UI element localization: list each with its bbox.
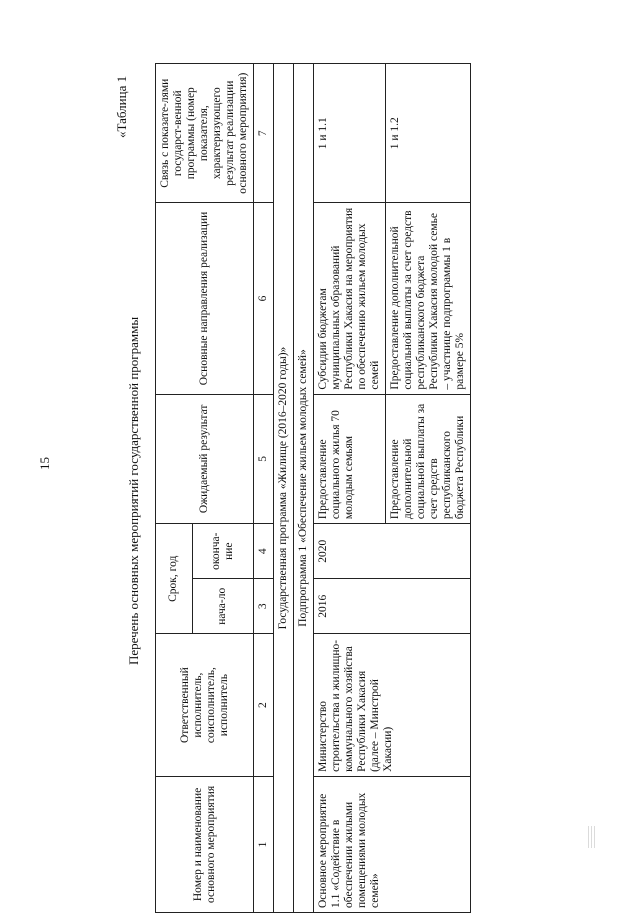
document-title: Перечень основных мероприятий государственной программы [126, 316, 141, 665]
page-number: 15 [37, 457, 52, 470]
subprogram-title: Подпрограмма 1 «Обеспечение жильем молодых семей» [294, 64, 314, 913]
measure-executor: Министерство строительства и жилищно-коммунального хозяйства Республики Хакасия (далее – Минстрой Хакасии) [314, 634, 471, 777]
column-number: 4 [254, 524, 274, 579]
table-row [314, 64, 386, 913]
measure-name: Основное мероприятие 1.1 «Содействие в обеспечении жилыми помещениями молодых семей» [314, 776, 471, 912]
column-number: 2 [254, 634, 274, 777]
measure-direction: Субсидии бюджетам муниципальных образований Республики Хакасия на мероприятия по обеспечению жильем молодых семей [314, 203, 386, 394]
measures-table-wrapper [155, 63, 575, 913]
program-title: Государственная программа «Жилище (2016–2020 годы)» [274, 64, 294, 913]
measure-indicator-link: 1 и 1.1 [314, 64, 386, 203]
header-col6: Основные направления реализации [156, 203, 254, 394]
header-start: нача-ло [192, 579, 253, 634]
header-end: оконча-ние [192, 524, 253, 579]
table-label: «Таблица 1 [114, 75, 129, 138]
measure-result: Предоставление социального жилья 70 молодым семьям [314, 394, 386, 524]
column-number: 6 [254, 203, 274, 394]
measure-indicator-link: 1 и 1.2 [386, 64, 471, 203]
header-col1: Номер и наименование основного мероприятия [156, 776, 254, 912]
program-row [274, 64, 294, 913]
header-term: Срок, год [156, 524, 193, 634]
column-number: 3 [254, 579, 274, 634]
measure-result: Предоставление дополнительной социальной выплаты за счет средств республиканского бюджета Республики [386, 394, 471, 524]
header-col5: Ожидаемый результат [156, 394, 254, 524]
subprogram-row [294, 64, 314, 913]
header-col2: Ответственный исполнитель, соисполнитель, исполнитель [156, 634, 254, 777]
header-row [156, 64, 193, 913]
measure-end-year: 2020 [314, 524, 471, 579]
measure-start-year: 2016 [314, 579, 471, 634]
column-number: 7 [254, 64, 274, 203]
measure-direction: Предоставление дополнительной социальной выплаты за счет средств республиканского бюджета Республики Хакасия молодой семье – участнице подпрограммы 1 в размере 5% [386, 203, 471, 394]
measures-table [155, 63, 471, 913]
scan-artifact [588, 826, 596, 848]
column-number: 1 [254, 776, 274, 912]
header-col7: Связь с показате-лями государст-венной программы (номер показателя, характеризующего результат реализации основного мероприятия) [156, 64, 254, 203]
column-number: 5 [254, 394, 274, 524]
column-number-row [254, 64, 274, 913]
